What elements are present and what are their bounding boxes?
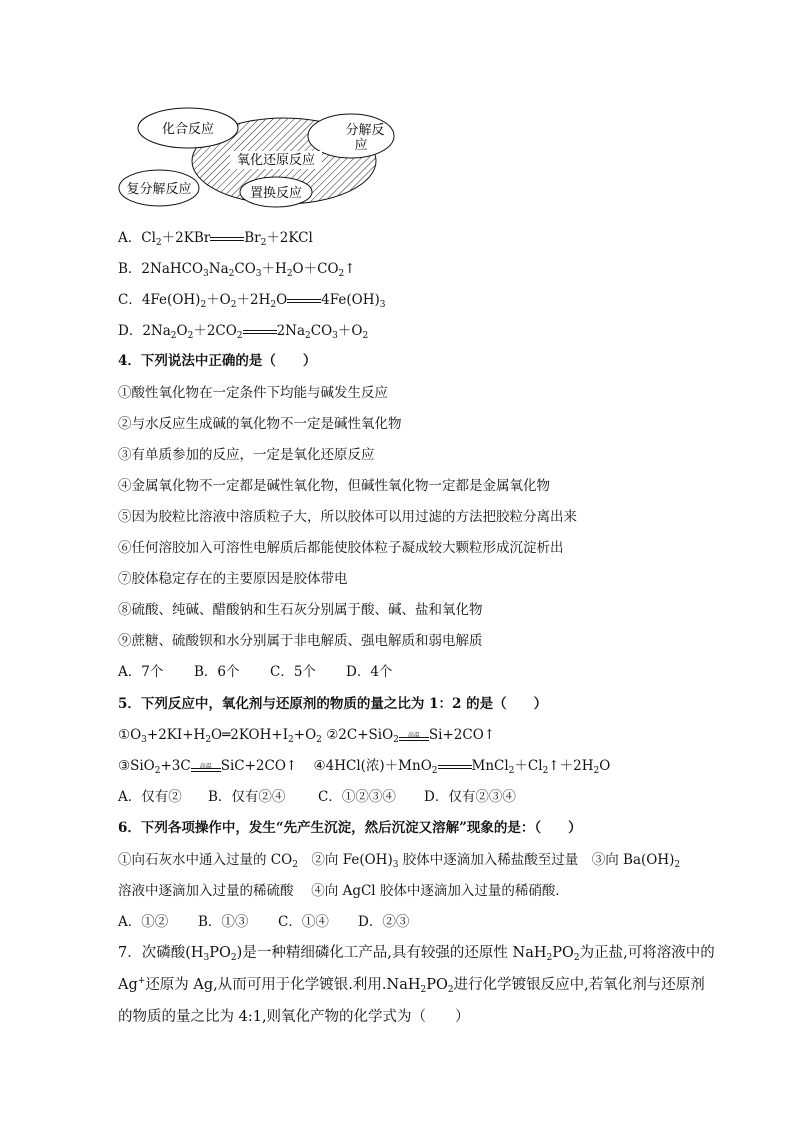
q5-reactions-line1: $①O_3+2KI+H_2O═2KOH+I_2+O_2$ ②2C+SiO$_2$ 高温 Si+2CO↑ [118, 727, 496, 745]
q5-reactions-line2: ③SiO$_2$+3C 高温 SiC+2CO↑ ④4HCl(浓)＋MnO$_2$ $MnCl_2+Cl_2↑+2H_2O$ [118, 758, 611, 776]
q5-stem: 5．下列反应中，氧化剂与还原剂的物质的量之比为 1：2 的是（ ） [118, 696, 548, 712]
q4-item-7: ⑦胶体稳定存在的主要原因是胶体带电 [118, 571, 348, 587]
q6-items-line2: 溶液中逐滴加入过量的稀硫酸 ④向 AgCl 胶体中逐滴加入过量的稀硝酸． [118, 883, 569, 899]
reaction-condition: 高温 [191, 760, 221, 774]
q4-item-3: ③有单质参加的反应，一定是氧化还原反应 [118, 447, 375, 463]
q4-item-2: ②与水反应生成碱的氧化物不一定是碱性氧化物 [118, 416, 402, 432]
q6-option-b: B．①③ [198, 914, 249, 930]
q4-option-a: A．7个 [118, 664, 164, 680]
q4-item-6: ⑥任何溶胶加入可溶性电解质后都能使胶体粒子凝成较大颗粒形成沉淀析出 [118, 540, 564, 556]
q4-item-1: ①酸性氧化物在一定条件下均能与碱发生反应 [118, 385, 388, 401]
decomposition-label-line2: 应 [354, 138, 368, 153]
q5-option-c: C．①②③④ [318, 789, 396, 805]
q3-option-b: B．$2NaHCO_3Na_2CO_3+H_2O+CO_2↑$ [118, 261, 356, 279]
equals-sign [210, 234, 244, 244]
q6-option-d: D．②③ [358, 914, 410, 930]
reaction-condition: 高温 [399, 729, 429, 743]
q7-line3: 的物质的量之比为 4:1,则氧化产物的化学式为（ ） [118, 1009, 470, 1025]
decomposition-label-line1: 分解反 [345, 123, 385, 138]
equals-sign [243, 327, 277, 337]
q6-stem: 6．下列各项操作中，发生“先产生沉淀，然后沉淀又溶解”现象的是：（ ） [118, 820, 582, 836]
q4-option-d: D．4个 [346, 664, 393, 680]
q4-item-5: ⑤因为胶粒比溶液中溶质粒子大，所以胶体可以用过滤的方法把胶粒分离出来 [118, 509, 577, 525]
q3-option-c: C．$4Fe(OH)_2+O_2+2H_2O$ $4Fe(OH)_3$ [118, 292, 386, 310]
q5-options [118, 788, 516, 806]
q7-line2: Ag+还原为 Ag,从而可用于化学镀银.利用$.NaH_2PO_2$进行化学镀银反应中,若氧化剂与还原剂 [118, 976, 705, 995]
reaction-type-venn-diagram [118, 104, 408, 214]
q4-stem: 4．下列说法中正确的是（ ） [118, 353, 317, 369]
q4-option-c: C．5个 [270, 664, 316, 680]
q5-option-b: B．仅有②④ [208, 789, 286, 805]
combination-label: 化合反应 [161, 122, 215, 137]
redox-label: 氧化还原反应 [236, 153, 316, 168]
equals-sign [438, 762, 472, 772]
q3-option-a: A．$Cl_2+2KBr$ $Br_2+2KCl$ [118, 230, 313, 248]
equals-sign [287, 296, 321, 306]
q6-items-line1: ①向石灰水中通入过量的 $CO_2$ ②向 $Fe(OH)_3$ 胶体中逐滴加入稀盐酸至过量 ③向 $Ba(OH)_2$ [118, 852, 681, 870]
q6-option-c: C．①④ [278, 914, 329, 930]
q4-item-9: ⑨蔗糖、硫酸钡和水分别属于非电解质、强电解质和弱电解质 [118, 633, 483, 649]
displacement-label: 置换反应 [249, 186, 303, 201]
q5-option-a: A．仅有② [118, 789, 182, 805]
q4-option-b: B．6个 [194, 664, 240, 680]
q4-item-4: ④金属氧化物不一定都是碱性氧化物，但碱性氧化物一定都是金属氧化物 [118, 478, 550, 494]
q7-line1: 7．次磷酸$(H_3PO_2)$是一种精细磷化工产品,具有较强的还原性 $NaH_2PO_2$为正盐,可将溶液中的 [118, 945, 715, 963]
q6-options [118, 913, 409, 931]
q5-option-d: D．仅有②③④ [424, 789, 516, 805]
double-displacement-label: 复分解反应 [126, 182, 192, 197]
q4-item-8: ⑧硫酸、纯碱、醋酸钠和生石灰分别属于酸、碱、盐和氧化物 [118, 602, 483, 618]
q6-option-a: A．①② [118, 914, 169, 930]
q3-option-d: D．$2Na_2O_2+2CO_2$ $2Na_2CO_3+O_2$ [118, 323, 369, 341]
q4-options [118, 663, 392, 681]
